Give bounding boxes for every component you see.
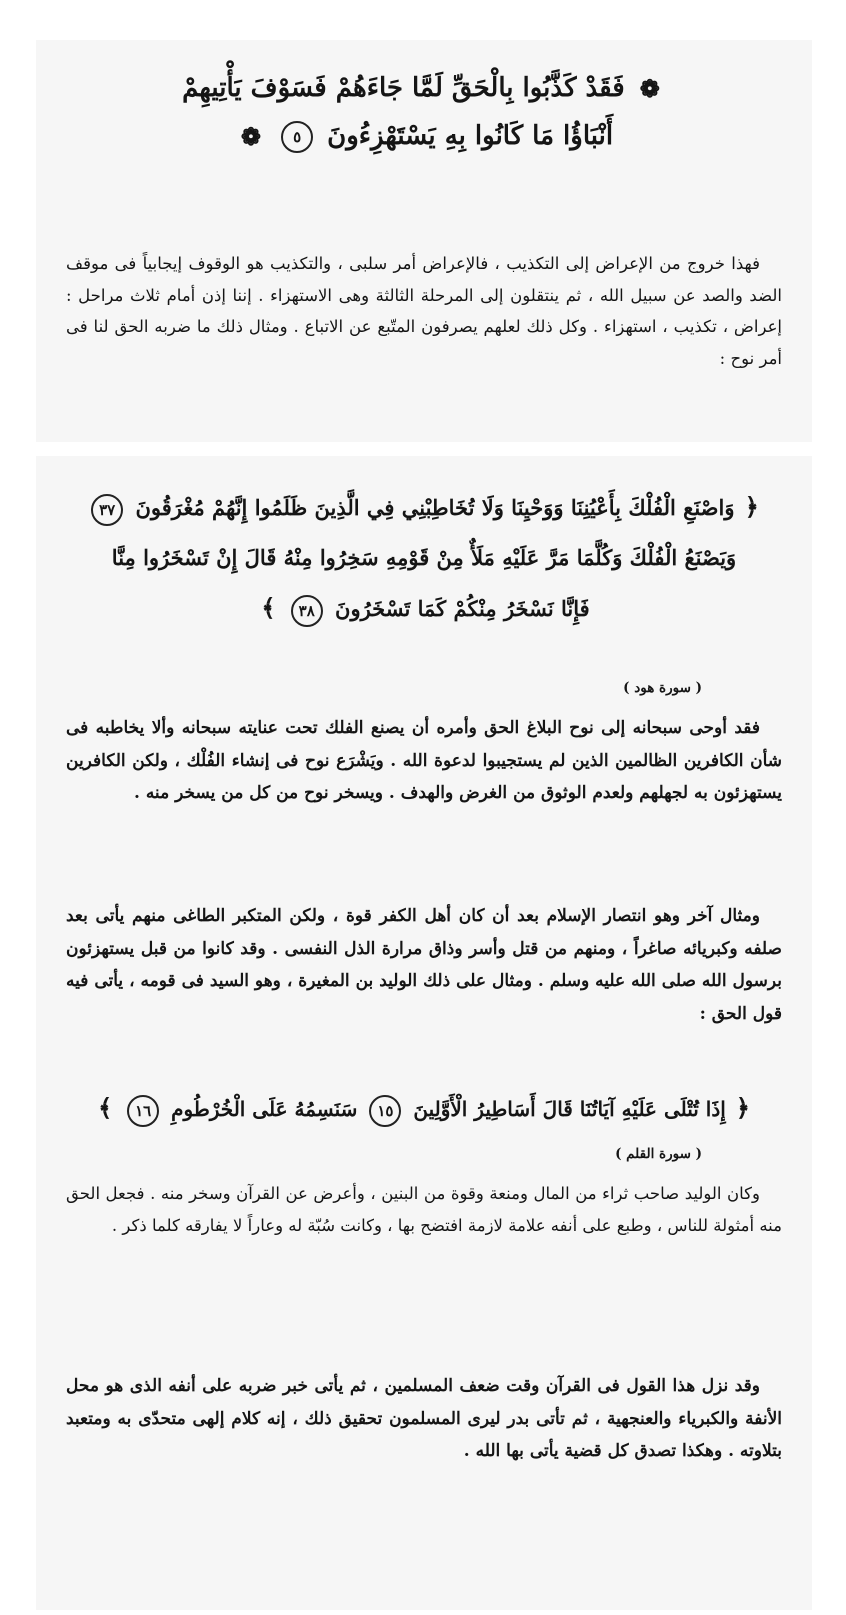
ayah-number: ٥ xyxy=(281,121,313,153)
verse2-line1: وَاصْنَعِ الْفُلْكَ بِأَعْيُنِنَا وَوَحْيِنَا وَلَا تُخَاطِبْنِي فِي الَّذِينَ ظَلَمُوا إِنَّهُمْ مُغْرَقُونَ xyxy=(135,495,735,520)
ayah-number: ٣٨ xyxy=(291,595,323,627)
paragraph-noah: فقد أوحى سبحانه إلى نوح البلاغ الحق وأمره أن يصنع الفلك تحت عنايته سبحانه وألا يخاطبه فى شأن الكافرين الظالمين الذين لم يستجيبوا لدعوة الله . ويَشْرَع نوح فى إنشاء الفُلْك ، ولكن الكافرين يستهزئون به لجهلهم ولعدم الوثوق من الغرض والهدف . ويسخر نوح من كل من يسخر منه . xyxy=(66,718,782,804)
source-citation: ( سورة هود ) xyxy=(623,680,702,696)
verse3-text2: سَنَسِمُهُ عَلَى الْخُرْطُومِ xyxy=(171,1097,358,1121)
ayah-number: ٣٧ xyxy=(91,494,123,526)
paragraph-conclusion: وقد نزل هذا القول فى القرآن وقت ضعف المسلمين ، ثم يأتى خبر ضربه على أنفه الذى هو محل الأنفة والكبرياء والعنجهية ، ثم تأتى بدر ليرى المسلمون تحقيق ذلك ، إنه كلام إلهى متحدّى به ومتعبد بتلاوته . وهكذا تصدق كل قضية يأتى بها الله . xyxy=(66,1376,782,1462)
verse-block-3 xyxy=(36,1086,812,1130)
ayah-number: ١٥ xyxy=(369,1095,401,1127)
verse3-text1: إِذَا تُتْلَى عَلَيْهِ آيَاتُنَا قَالَ أَسَاطِيرُ الْأَوَّلِينَ xyxy=(413,1097,726,1121)
ayah-number: ١٦ xyxy=(127,1095,159,1127)
paragraph-walid: وكان الوليد صاحب ثراء من المال ومنعة وقوة من البنين ، وأعرض عن القرآن وسخر منه . فجعل الحق منه أمثولة للناس ، وطبع على أنفه علامة لازمة افتضح بها ، وكانت سُبّة له وعاراً لا يفارقه كلما ذكر . xyxy=(66,1184,782,1235)
ornament-icon: ❁ xyxy=(240,121,262,151)
quran-bracket-icon: ﴿ xyxy=(735,1093,750,1122)
source-citation: ( سورة القلم ) xyxy=(615,1146,702,1162)
paragraph-intro: فهذا خروج من الإعراض إلى التكذيب ، فالإعراض أمر سلبى ، والتكذيب هو الوقوف إيجابياً فى موقف الضد والصد عن سبيل الله ، ثم ينتقلون إلى المرحلة الثالثة وهى الاستهزاء . إننا إذن أمام ثلاث مراحل : إعراض ، تكذيب ، استهزاء . وكل ذلك لعلهم يصرفون المتّبع عن الاتباع . ومثال ذلك ما ضربه الحق لنا فى أمر نوح : xyxy=(66,254,782,369)
verse1-line1: فَقَدْ كَذَّبُوا بِالْحَقِّ لَمَّا جَاءَهُمْ فَسَوْفَ يَأْتِيهِمْ xyxy=(182,73,625,103)
verse2-line3: فَإِنَّا نَسْخَرُ مِنْكُمْ كَمَا تَسْخَرُونَ xyxy=(335,596,590,622)
book-page xyxy=(36,40,812,1610)
quran-bracket-icon: ﴾ xyxy=(261,593,276,623)
quran-bracket-icon: ﴿ xyxy=(744,492,759,521)
ornament-icon: ❁ xyxy=(639,73,660,103)
quran-bracket-icon: ﴾ xyxy=(98,1093,113,1122)
verse1-line2: أَنْبَاؤُا مَا كَانُوا بِهِ يَسْتَهْزِءُونَ xyxy=(327,121,614,152)
paragraph-example: ومثال آخر وهو انتصار الإسلام بعد أن كان أهل الكفر قوة ، ولكن المتكبر الطاغى منهم يأتى بعد صلفه وكبريائه صاغراً ، ومنهم من قتل وأسر وذاق مرارة الذل النفسى . وقد كانوا من قبل يستهزئون برسول الله صلى الله عليه وسلم . ومثال على ذلك الوليد بن المغيرة ، وهو السيد فى قومه ، يأتى فيه قول الحق : xyxy=(66,906,782,1024)
verse-block-2 xyxy=(36,480,812,635)
verse-block-1 xyxy=(36,64,812,160)
page-divider xyxy=(36,442,812,456)
verse2-line2: وَيَصْنَعُ الْفُلْكَ وَكُلَّمَا مَرَّ عَلَيْهِ مَلَأٌ مِنْ قَوْمِهِ سَخِرُوا مِنْهُ قَالَ إِنْ تَسْخَرُوا مِنَّا xyxy=(111,545,737,570)
